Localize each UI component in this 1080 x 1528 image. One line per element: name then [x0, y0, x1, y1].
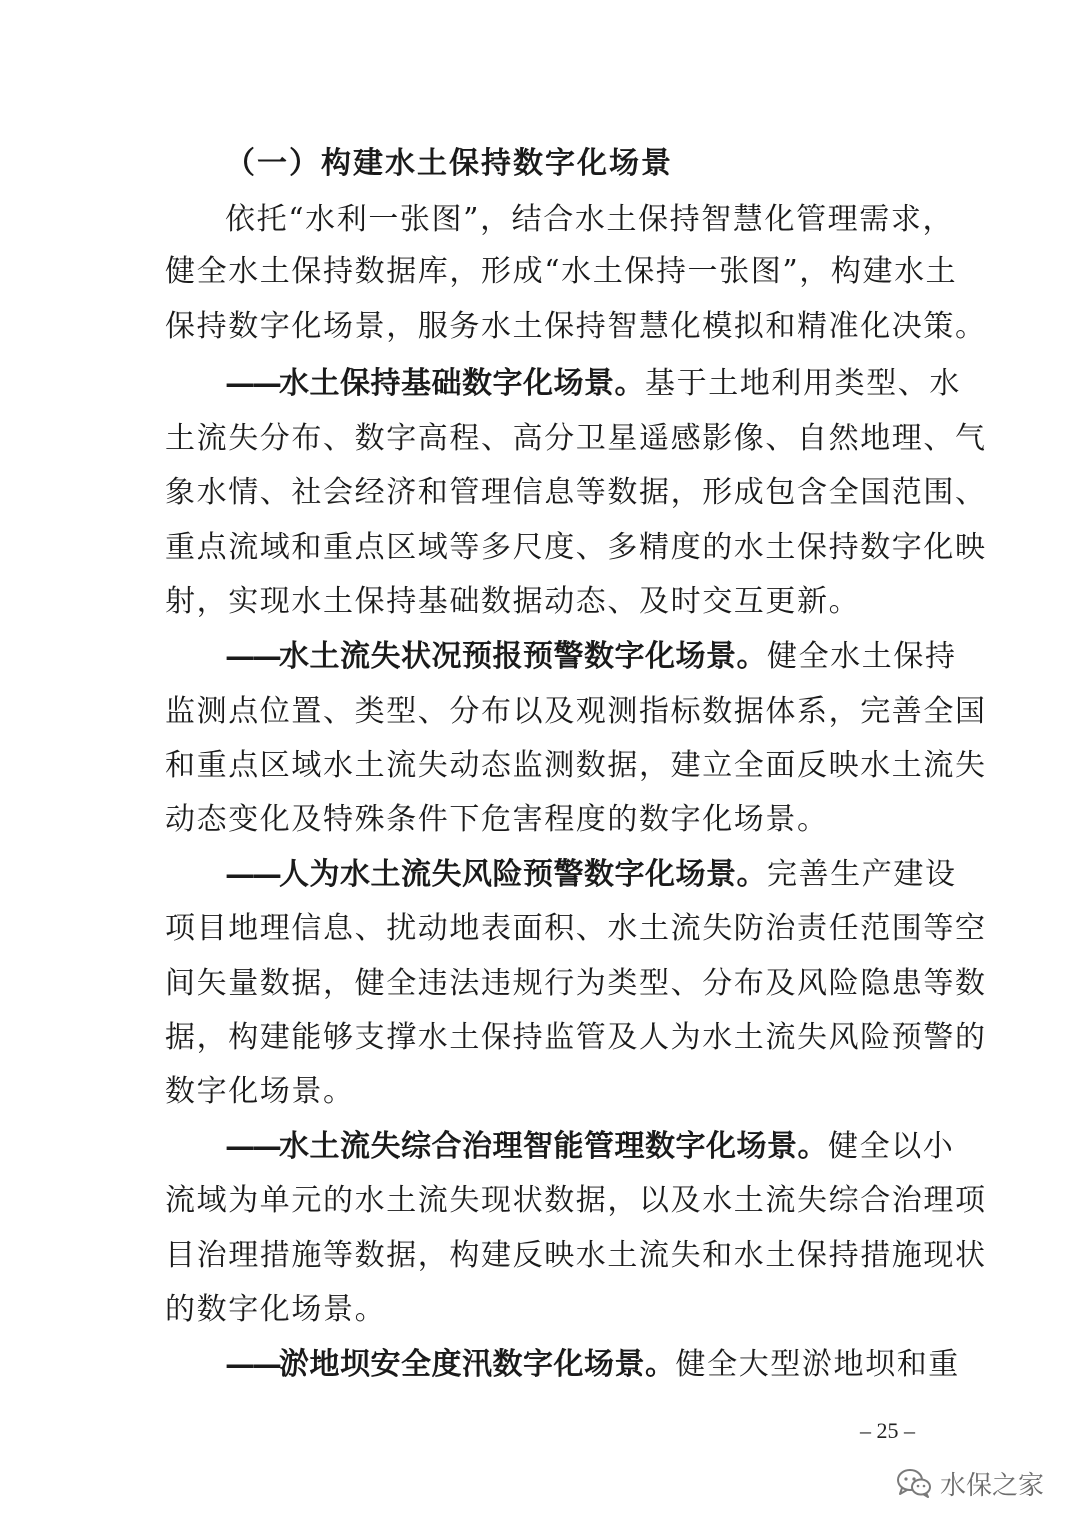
em-dash: —— — [225, 857, 279, 892]
paragraph-line: 和重点区域水土流失动态监测数据，建立全面反映水土流失 — [165, 748, 987, 783]
paragraph-line: 健全水土保持数据库，形成“水土保持一张图”，构建水土 — [165, 254, 958, 289]
paragraph-line: 监测点位置、类型、分布以及观测指标数据体系，完善全国 — [165, 694, 987, 729]
item-title: 水土流失综合治理智能管理数字化场景。 — [279, 1129, 828, 1164]
paragraph-line: 项目地理信息、扰动地表面积、水土流失防治责任范围等空 — [165, 911, 987, 946]
item-title: 人为水土流失风险预警数字化场景。 — [279, 857, 767, 892]
item-title: 水土流失状况预报预警数字化场景。 — [279, 639, 767, 674]
paragraph-line: 动态变化及特殊条件下危害程度的数字化场景。 — [165, 802, 829, 837]
paragraph-line: 依托“水利一张图”，结合水土保持智慧化管理需求， — [225, 202, 955, 237]
item-text: 健全大型淤地坝和重 — [675, 1347, 960, 1382]
watermark — [896, 1463, 1044, 1503]
item-first-line — [225, 355, 961, 413]
em-dash: —— — [225, 1129, 279, 1164]
paragraph-line: 据，构建能够支撑水土保持监管及人为水土流失风险预警的 — [165, 1020, 987, 1055]
page-number: – 25 – — [860, 1418, 915, 1443]
item-first-line — [225, 1336, 960, 1394]
paragraph-line: 象水情、社会经济和管理信息等数据，形成包含全国范围、 — [165, 475, 987, 510]
item-title: 淤地坝安全度汛数字化场景。 — [279, 1347, 676, 1382]
paragraph-line: 的数字化场景。 — [165, 1292, 387, 1327]
item-text: 健全水土保持 — [767, 639, 957, 674]
paragraph-line: 目治理措施等数据，构建反映水土流失和水土保持措施现状 — [165, 1238, 987, 1273]
paragraph-line: 间矢量数据，健全违法违规行为类型、分布及风险隐患等数 — [165, 966, 987, 1001]
paragraph-line: 数字化场景。 — [165, 1074, 355, 1109]
em-dash: —— — [225, 639, 279, 674]
item-text: 基于土地利用类型、水 — [645, 366, 961, 401]
item-first-line — [225, 846, 957, 904]
section-heading: （一）构建水土保持数字化场景 — [225, 146, 673, 181]
paragraph-line: 射，实现水土保持基础数据动态、及时交互更新。 — [165, 584, 861, 619]
item-title: 水土保持基础数字化场景。 — [279, 366, 645, 401]
paragraph-line: 土流失分布、数字高程、高分卫星遥感影像、自然地理、气 — [165, 421, 987, 456]
item-text: 完善生产建设 — [767, 857, 957, 892]
item-first-line — [225, 1118, 955, 1176]
em-dash: —— — [225, 366, 279, 401]
paragraph-line: 流域为单元的水土流失现状数据，以及水土流失综合治理项 — [165, 1183, 987, 1218]
wechat-icon — [896, 1468, 932, 1498]
watermark-text: 水保之家 — [939, 1470, 1044, 1501]
em-dash: —— — [225, 1347, 279, 1382]
item-first-line — [225, 628, 957, 686]
item-text: 健全以小 — [828, 1129, 955, 1164]
paragraph-line: 保持数字化场景，服务水土保持智慧化模拟和精准化决策。 — [165, 309, 987, 344]
paragraph-line: 重点流域和重点区域等多尺度、多精度的水土保持数字化映 — [165, 530, 987, 565]
